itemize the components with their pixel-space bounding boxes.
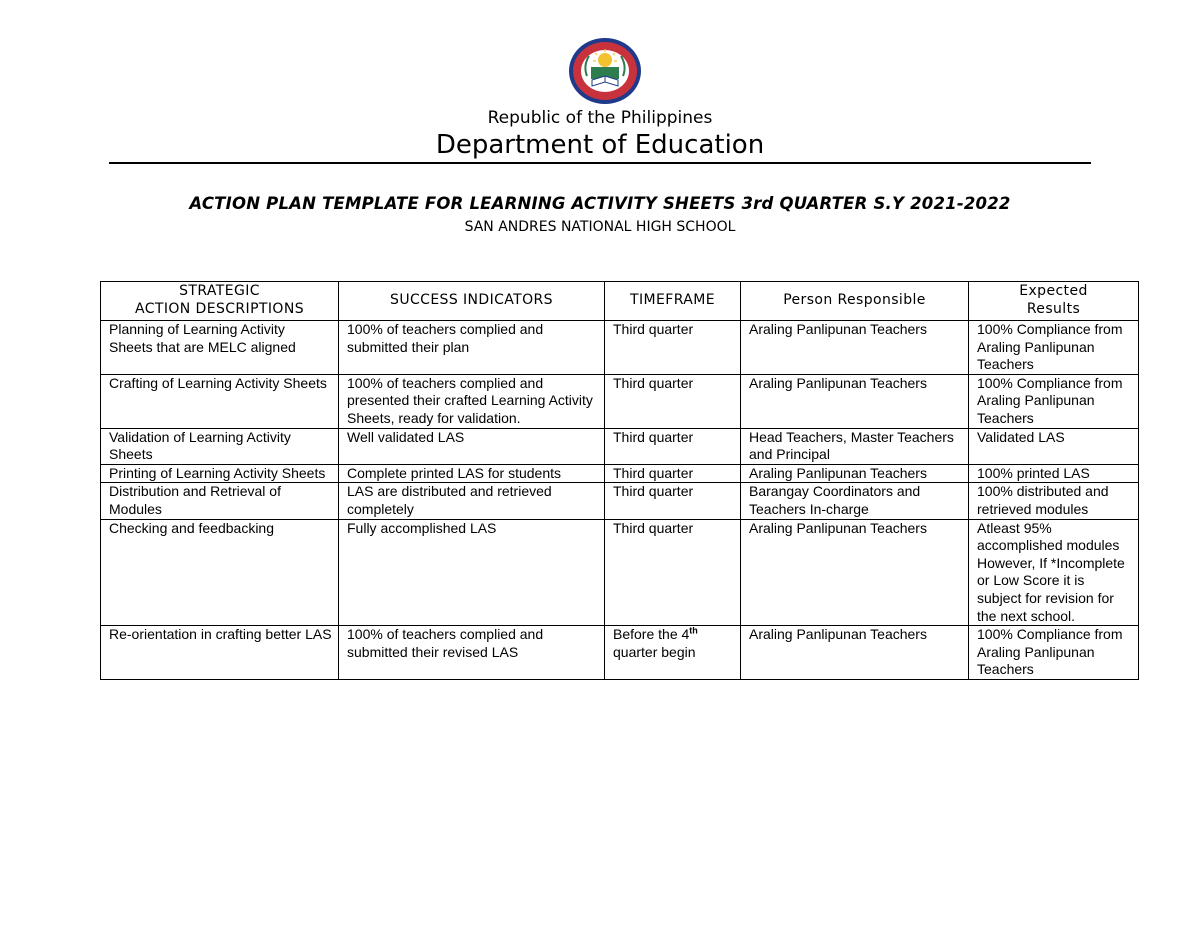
column-header-expected-line2: Results [1026, 301, 1081, 317]
cell-expected: 100% Compliance from Araling Panlipunan Teachers [969, 321, 1139, 375]
republic-heading: Republic of the Philippines [487, 108, 713, 128]
column-header-timeframe: TIMEFRAME [605, 282, 741, 321]
cell-timeframe [605, 626, 741, 680]
table-row [101, 519, 1139, 626]
cell-timeframe: Third quarter [605, 464, 741, 483]
column-header-strategic-line2: ACTION DESCRIPTIONS [135, 301, 304, 317]
cell-person: Barangay Coordinators and Teachers In-charge [741, 483, 969, 519]
cell-success: Fully accomplished LAS [339, 519, 605, 626]
column-header-expected-line1: Expected [1019, 283, 1088, 300]
cell-action: Printing of Learning Activity Sheets [101, 464, 339, 483]
cell-expected: 100% Compliance from Araling Panlipunan Teachers [969, 626, 1139, 680]
table-header-row [101, 282, 1139, 321]
cell-person: Araling Panlipunan Teachers [741, 626, 969, 680]
column-header-strategic-line1: STRATEGIC [179, 283, 260, 300]
cell-expected: 100% printed LAS [969, 464, 1139, 483]
table-row [101, 428, 1139, 464]
table-row [101, 321, 1139, 375]
cell-action: Re-orientation in crafting better LAS [101, 626, 339, 680]
cell-person: Head Teachers, Master Teachers and Principal [741, 428, 969, 464]
table-row [101, 483, 1139, 519]
column-header-expected [969, 282, 1139, 321]
cell-expected: Validated LAS [969, 428, 1139, 464]
cell-expected: 100% distributed and retrieved modules [969, 483, 1139, 519]
cell-timeframe: Third quarter [605, 321, 741, 375]
school-name: SAN ANDRES NATIONAL HIGH SCHOOL [464, 219, 736, 235]
header-divider [109, 162, 1091, 164]
cell-action: Distribution and Retrieval of Modules [101, 483, 339, 519]
cell-action: Crafting of Learning Activity Sheets [101, 374, 339, 428]
cell-timeframe: Third quarter [605, 519, 741, 626]
cell-person: Araling Panlipunan Teachers [741, 374, 969, 428]
deped-seal-logo [567, 36, 643, 106]
cell-expected [969, 519, 1139, 626]
cell-timeframe: Third quarter [605, 428, 741, 464]
cell-person: Araling Panlipunan Teachers [741, 519, 969, 626]
department-heading: Department of Education [435, 130, 765, 160]
cell-action: Planning of Learning Activity Sheets that are MELC aligned [101, 321, 339, 375]
cell-expected-part1: Atleast 95% accomplished modules [977, 519, 1120, 554]
column-header-strategic [101, 282, 339, 321]
cell-success: LAS are distributed and retrieved completely [339, 483, 605, 519]
cell-success: 100% of teachers complied and submitted their revised LAS [339, 626, 605, 680]
cell-timeframe-part2: quarter begin [613, 643, 696, 660]
cell-action: Validation of Learning Activity Sheets [101, 428, 339, 464]
table-row [101, 464, 1139, 483]
column-header-success: SUCCESS INDICATORS [339, 282, 605, 321]
column-header-person: Person Responsible [741, 282, 969, 321]
cell-timeframe: Third quarter [605, 483, 741, 519]
cell-timeframe-part1: Before the 4 [613, 626, 690, 643]
cell-success: Well validated LAS [339, 428, 605, 464]
cell-expected-part2: However, If *Incomplete or Low Score it is subject for revision for the next school. [977, 554, 1125, 624]
cell-person: Araling Panlipunan Teachers [741, 464, 969, 483]
action-plan-table [100, 281, 1139, 680]
cell-success: Complete printed LAS for students [339, 464, 605, 483]
cell-success: 100% of teachers complied and submitted their plan [339, 321, 605, 375]
ordinal-suffix: th [689, 625, 698, 636]
action-plan-title: ACTION PLAN TEMPLATE FOR LEARNING ACTIVITY SHEETS 3rd QUARTER S.Y 2021-2022 [189, 194, 1011, 213]
table-row [101, 626, 1139, 680]
cell-person: Araling Panlipunan Teachers [741, 321, 969, 375]
cell-action: Checking and feedbacking [101, 519, 339, 626]
cell-timeframe: Third quarter [605, 374, 741, 428]
cell-success: 100% of teachers complied and presented their crafted Learning Activity Sheets, ready for validation. [339, 374, 605, 428]
table-row [101, 374, 1139, 428]
cell-expected: 100% Compliance from Araling Panlipunan Teachers [969, 374, 1139, 428]
